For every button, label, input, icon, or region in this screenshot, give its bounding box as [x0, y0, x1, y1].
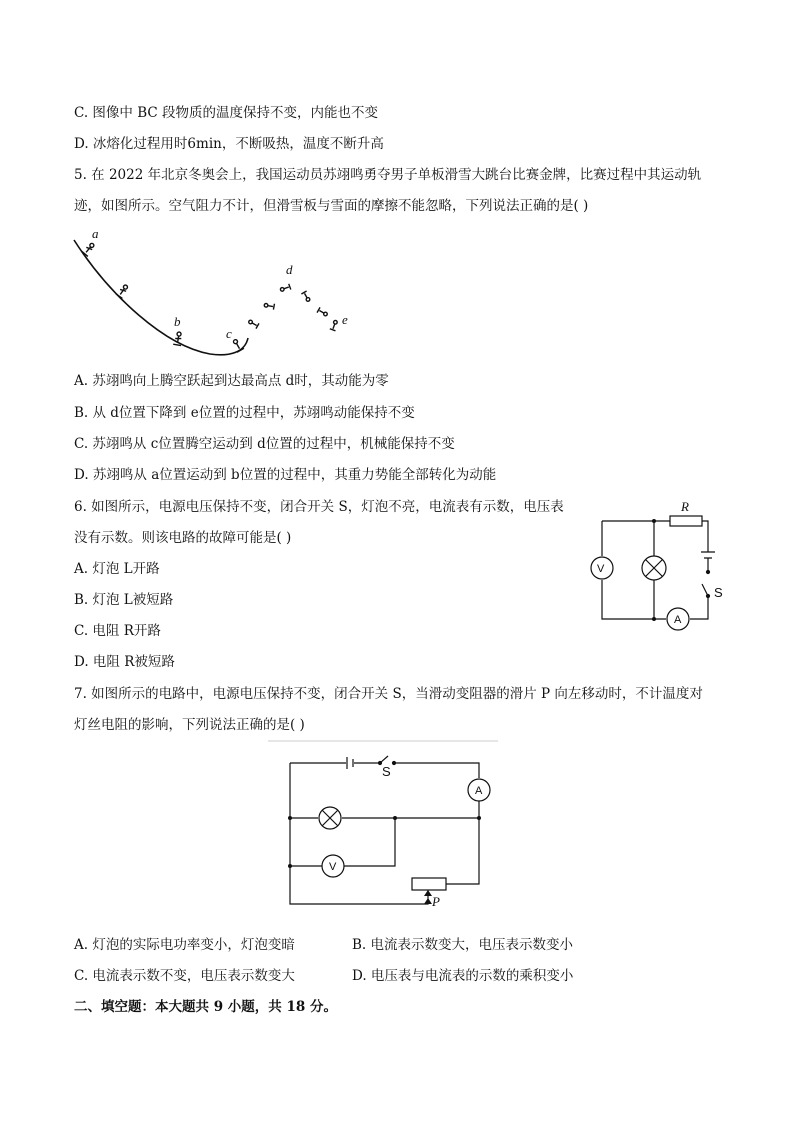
- q7-label-v: V: [329, 861, 337, 873]
- q6-option-b: B. 灯泡 L被短路: [74, 592, 174, 608]
- q7-circuit-figure: [268, 740, 498, 912]
- q7-option-c: C. 电流表示数不变，电压表示数变大: [74, 968, 295, 984]
- q7-label-a: A: [475, 785, 483, 797]
- q6-circuit-figure: [584, 496, 734, 634]
- q7-option-b: B. 电流表示数变大，电压表示数变小: [352, 937, 574, 953]
- q5-ski-trajectory-figure: [70, 226, 370, 360]
- q6-option-a: A. 灯泡 L开路: [74, 561, 160, 577]
- q7-option-d: D. 电压表与电流表的示数的乘积变小: [352, 968, 574, 984]
- q6-label-a: A: [674, 614, 682, 626]
- q5-option-c: C. 苏翊鸣从 c位置腾空运动到 d位置的过程中，机械能保持不变: [74, 436, 455, 452]
- q5-label-d: d: [286, 262, 293, 277]
- q7-label-p: P: [432, 894, 440, 909]
- q5-option-d: D. 苏翊鸣从 a位置运动到 b位置的过程中，其重力势能全部转化为动能: [74, 467, 497, 483]
- q7-stem-line2: 灯丝电阻的影响，下列说法正确的是( ): [74, 717, 305, 733]
- q5-stem-line1: 5. 在 2022 年北京冬奥会上，我国运动员苏翊鸣勇夺男子单板滑雪大跳台比赛金牌，比赛过程中其运动轨: [74, 167, 702, 183]
- q6-label-v: V: [597, 563, 605, 575]
- q4-option-d: D. 冰熔化过程用时6min，不断吸热，温度不断升高: [74, 136, 384, 152]
- q6-option-c: C. 电阻 R开路: [74, 623, 161, 639]
- q4-option-c: C. 图像中 BC 段物质的温度保持不变，内能也不变: [74, 105, 379, 121]
- q5-label-e: e: [342, 312, 348, 327]
- q6-option-d: D. 电阻 R被短路: [74, 654, 175, 670]
- q6-stem-line2: 没有示数。则该电路的故障可能是( ): [74, 530, 292, 546]
- q5-label-a: a: [92, 226, 99, 241]
- q7-label-s: S: [382, 764, 391, 779]
- q6-resistor-r: [670, 516, 702, 526]
- section-heading-fill-in: 二、填空题：本大题共 9 小题，共 18 分。: [74, 999, 337, 1015]
- q7-option-a: A. 灯泡的实际电功率变小，灯泡变暗: [74, 937, 295, 953]
- q6-label-s: S: [714, 585, 723, 600]
- q7-stem-line1: 7. 如图所示的电路中，电源电压保持不变，闭合开关 S，当滑动变阻器的滑片 P 向左移动时，不计温度对: [74, 686, 703, 702]
- q5-option-b: B. 从 d位置下降到 e位置的过程中，苏翊鸣动能保持不变: [74, 405, 415, 421]
- q6-label-r: R: [681, 499, 689, 514]
- q5-label-c: c: [226, 326, 232, 341]
- q5-option-a: A. 苏翊鸣向上腾空跃起到达最高点 d时，其动能为零: [74, 373, 389, 389]
- q5-label-b: b: [174, 314, 181, 329]
- q5-stem-line2: 迹，如图所示。空气阻力不计，但滑雪板与雪面的摩擦不能忽略，下列说法正确的是( ): [74, 198, 589, 214]
- q6-stem-line1: 6. 如图所示，电源电压保持不变，闭合开关 S，灯泡不亮，电流表有示数，电压表: [74, 499, 564, 515]
